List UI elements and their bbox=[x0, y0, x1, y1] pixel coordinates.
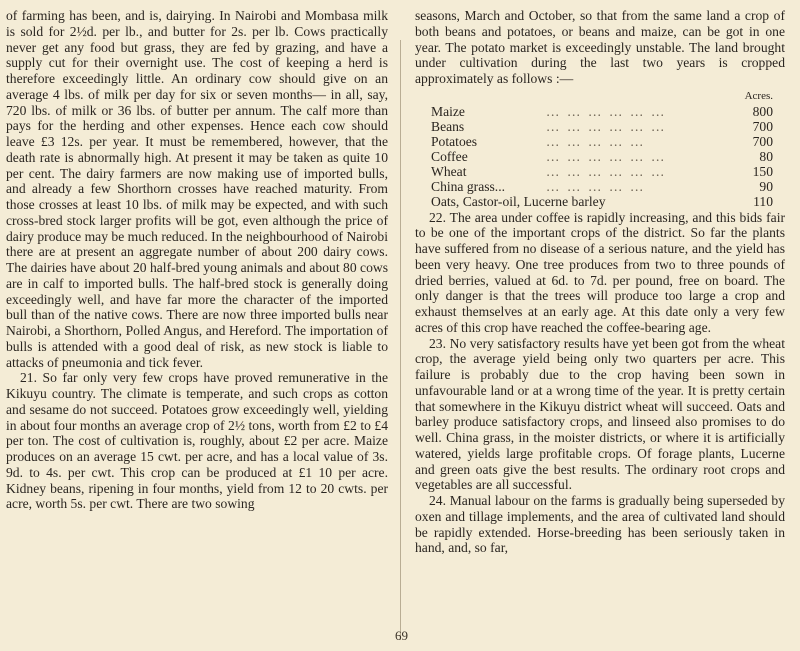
crop-acres: 800 bbox=[752, 103, 773, 119]
leader-dots: … … … … … … bbox=[545, 164, 667, 180]
crop-acres: 700 bbox=[752, 118, 773, 134]
crop-name: Oats, Castor-oil, Lucerne barley bbox=[431, 194, 606, 210]
paragraph-seasons: seasons, March and October, so that from the same land a crop of both beans and potatoes, or beans and maize, can be got in one year. The potato market is exceedingly unstable. The land brought under cultivation during the last two years is cropped approximately as follows :— bbox=[415, 8, 785, 86]
acres-header: Acres. bbox=[744, 89, 773, 102]
crop-row bbox=[431, 134, 773, 149]
crop-name: Potatoes bbox=[431, 134, 478, 150]
crop-row bbox=[431, 104, 773, 119]
crop-name: Maize bbox=[431, 103, 465, 119]
crop-acres: 150 bbox=[752, 164, 773, 180]
crop-acres: 90 bbox=[759, 179, 773, 195]
paragraph-21: 21. So far only very few crops have proved remunerative in the Kikuyu country. The climate is temperate, and such crops as cotton and sesame do not succeed. Potatoes grow exceedingly well, yielding in about four months an average crop of 2½ tons, worth from £2 to £4 per ton. The cost of cultivation is, roughly, about £2 per acre. Maize produces on an average 15 cwt. per acre, and has a local value of 3s. 9d. to 4s. per cwt. This crop can be produced at £1 10 per acre. Kidney beans, ripening in four months, yield from 12 to 20 cwts. per acre, worth 5s. per cwt. There are two sowing bbox=[6, 370, 388, 512]
crop-name: Wheat bbox=[431, 164, 467, 180]
crop-row bbox=[431, 194, 773, 209]
crop-row bbox=[431, 164, 773, 179]
crop-acreage-table bbox=[431, 89, 773, 210]
paragraph-23: 23. No very satisfactory results have yet been got from the wheat crop, the average yield being only two quarters per acre. This failure is probably due to the crop having been sown in unfavourable land or at a wrong time of the year. It is pretty certain that somewhere in the Kikuyu district wheat will succeed. Oats and barley produce satisfactory crops, and linseed also promises to do well. China grass, in the moister districts, or where it is artificially watered, yields large profitable crops. Of forage plants, Lucerne and green oats give the best results. The ordinary root crops and vegetables are all successful. bbox=[415, 335, 785, 493]
crop-table-header bbox=[431, 89, 773, 104]
column-divider bbox=[400, 40, 401, 640]
leader-dots: … … … … … … bbox=[545, 149, 667, 165]
leader-dots: … … … … … bbox=[545, 134, 646, 150]
leader-dots: … … … … … bbox=[545, 179, 646, 195]
page-number: 69 bbox=[395, 628, 408, 643]
paragraph-22: 22. The area under coffee is rapidly increasing, and this bids fair to be one of the important crops of the district. So far the plants have suffered from no disease of a serious nature, and the yield has been very heavy. One tree produces from two to three pounds of dried berries, valued at 6d. to 7d. per pound, free on board. The only danger is that the trees will produce too large a crop and exhaust themselves at an early age. At this date only a very few acres of this crop have reached the coffee-bearing age. bbox=[415, 209, 785, 335]
crop-acres: 80 bbox=[759, 149, 773, 165]
crop-acres: 110 bbox=[753, 194, 773, 210]
leader-dots: … … … … … … bbox=[545, 103, 667, 119]
paragraph-dairying: of farming has been, and is, dairying. In Nairobi and Mombasa milk is sold for 2½d. per lb., and butter for 2s. per lb. Cows practically never get any food but grass, they are fed by grazing, and have a supply cut for their overnight use. The cost of keeping a herd is therefore exceedingly little. An ordinary cow should give on an average 4 lbs. of milk per day for six or seven months— in all, say, 720 lbs. of milk or 36 lbs. of butter per annum. The calf more than pays for the herding and other expenses. Hence each cow should leave £3 12s. per year. It must be remembered, however, that the death rate is abnormally high. At present it may be taken as quite 10 per cent. The dairy farmers are now making use of imported bulls, and already a few Shorthorn crosses have reached maturity. From those crosses at least 10 lbs. of milk may be expected, and with such cross-bred stock larger profits will be got, even although the price of dairy produce may be much reduced. In the neighbourhood of Nairobi there are at present an aggregate number of about 200 dairy cows. The dairies have about 20 half-bred young animals and about 80 cows are in calf to imported bulls. The half-bred stock is generally doing exceedingly well, and have far more the character of the imported bull than of the native cows. There are now three imported bulls near Nairobi, a Shorthorn, Polled Angus, and Hereford. The importation of bulls is attended with a good deal of risk, as new stock is liable to attacks of pneumonia and tick fever. bbox=[6, 8, 388, 370]
crop-name: Beans bbox=[431, 118, 465, 134]
crop-row bbox=[431, 119, 773, 134]
paragraph-24: 24. Manual labour on the farms is gradually being superseded by oxen and tillage implements, and the area of cultivated land should be rapidly extended. Horse-breeding has been seriously taken in hand, and, so far, bbox=[415, 493, 785, 556]
right-column bbox=[415, 8, 785, 556]
leader-dots: … … … … … … bbox=[545, 118, 667, 134]
left-column bbox=[6, 8, 388, 512]
crop-acres: 700 bbox=[752, 134, 773, 150]
crop-row bbox=[431, 149, 773, 164]
crop-row bbox=[431, 179, 773, 194]
crop-name: China grass... bbox=[431, 179, 506, 195]
crop-name: Coffee bbox=[431, 149, 468, 165]
